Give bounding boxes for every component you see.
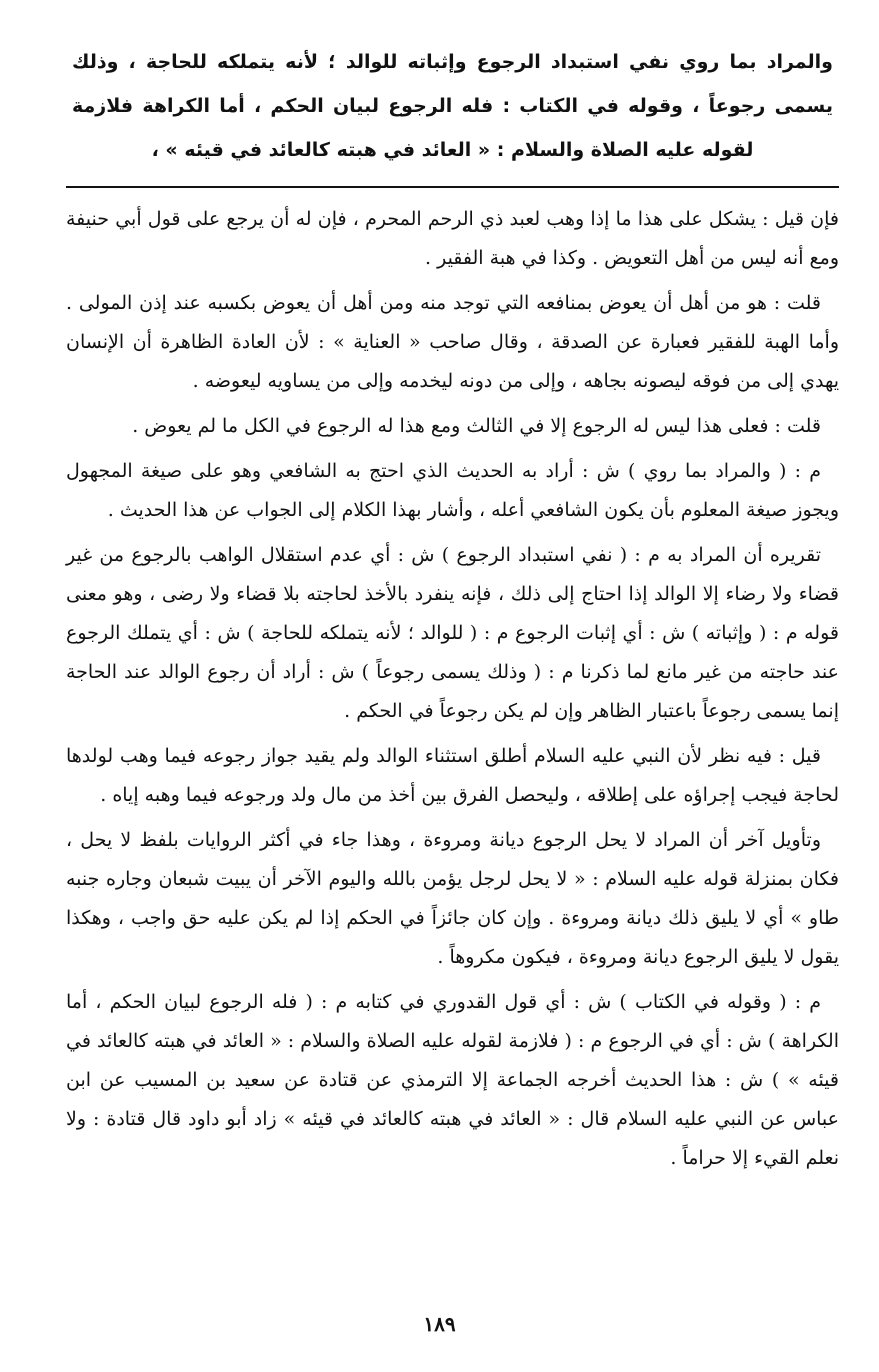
commentary-paragraph: فإن قيل : يشكل على هذا ما إذا وهب لعبد ذي الرحم المحرم ، فإن له أن يرجع على قول أبي حنيفة ومع أنه ليس من أهل التعويض . وكذا في هبة الفقير . — [66, 208, 839, 269]
commentary-paragraph: م : ( وقوله في الكتاب ) ش : أي قول القدوري في كتابه م : ( فله الرجوع لبيان الحكم ، أما الكراهة ) ش : أي في الرجوع م : ( فلازمة لقوله عليه الصلاة والسلام : « العائد في هبته كالعائد في قيئه » ) ش : هذا الحديث أخرجه الجماعة إلا الترمذي عن قتادة عن سعيد بن المسيب عن ابن عباس عن النبي عليه السلام قال : « العائد في هبته كالعائد في قيئه » زاد أبو داود قال قتادة : ولا نعلم القيء إلا حراماً . — [66, 991, 839, 1169]
commentary-paragraph: قلت : فعلى هذا ليس له الرجوع إلا في الثالث ومع هذا له الرجوع في الكل ما لم يعوض . — [132, 415, 821, 437]
commentary — [66, 200, 839, 1178]
commentary-paragraph: م : ( والمراد بما روي ) ش : أراد به الحديث الذي احتج به الشافعي وهو على صيغة المجهول ويجوز صيغة المعلوم بأن يكون الشافعي أعله ، وأشار بهذا الكلام إلى الجواب عن هذا الحديث . — [66, 460, 839, 521]
commentary-paragraph: قيل : فيه نظر لأن النبي عليه السلام أطلق استثناء الوالد ولم يقيد جواز رجوعه فيما وهب لولدها لحاجة فيجب إجراؤه على إطلاقه ، وليحصل الفرق بين أخذ من مال ولد ورجوعه فيما وهبه إياه . — [66, 745, 839, 806]
commentary-paragraph: وتأويل آخر أن المراد لا يحل الرجوع ديانة ومروءة ، وهذا جاء في أكثر الروايات بلفظ لا يحل ، فكان بمنزلة قوله عليه السلام : « لا يحل لرجل يؤمن بالله واليوم الآخر أن يبيت شبعان وجاره جنبه طاو » أي لا يليق ذلك ديانة ومروءة . وإن كان جائزاً في الحكم إذا لم يكن عليه حق واجب ، وهكذا يقول لا يليق الرجوع ديانة ومروءة ، فيكون مكروهاً . — [66, 829, 840, 968]
separator-line — [66, 186, 839, 188]
page-number: ١٨٩ — [423, 1312, 456, 1336]
commentary-paragraph: قلت : هو من أهل أن يعوض بمنافعه التي توجد منه ومن أهل أن يعوض بكسبه عند إذن المولى . وأما الهبة للفقير فعبارة عن الصدقة ، وقال صاحب « العناية » : لأن العادة الظاهرة أن الإنسان يهدي إلى من فوقه ليصونه بجاهه ، وإلى من دونه ليخدمه وإلى من يساويه ليعوضه . — [66, 292, 839, 392]
matn-text: والمراد بما روي نفي استبداد الرجوع وإثباته للوالد ؛ لأنه يتملكه للحاجة ، وذلك يسمى رجوعاً ، وقوله في الكتاب : فله الرجوع لبيان الحكم ، أما الكراهة فلازمة لقوله عليه الصلاة والسلام : « العائد في هبته كالعائد في قيئه » ، — [72, 51, 833, 161]
commentary-paragraph: تقريره أن المراد به م : ( نفي استبداد الرجوع ) ش : أي عدم استقلال الواهب بالرجوع من غير قضاء ولا رضاء إلا الوالد إذا احتاج إلى ذلك ، فإنه ينفرد بالأخذ لحاجته بلا قضاء ولا رضى ، وهو معنى قوله م : ( وإثباته ) ش : أي إثبات الرجوع م : ( للوالد ؛ لأنه يتملكه للحاجة ) ش : أي يتملك الرجوع عند حاجته من غير مانع لما ذكرنا م : ( وذلك يسمى رجوعاً ) ش : أراد أن رجوع الوالد عند الحاجة إنما يسمى رجوعاً باعتبار الظاهر وإن لم يكن رجوعاً في الحكم . — [66, 544, 839, 722]
